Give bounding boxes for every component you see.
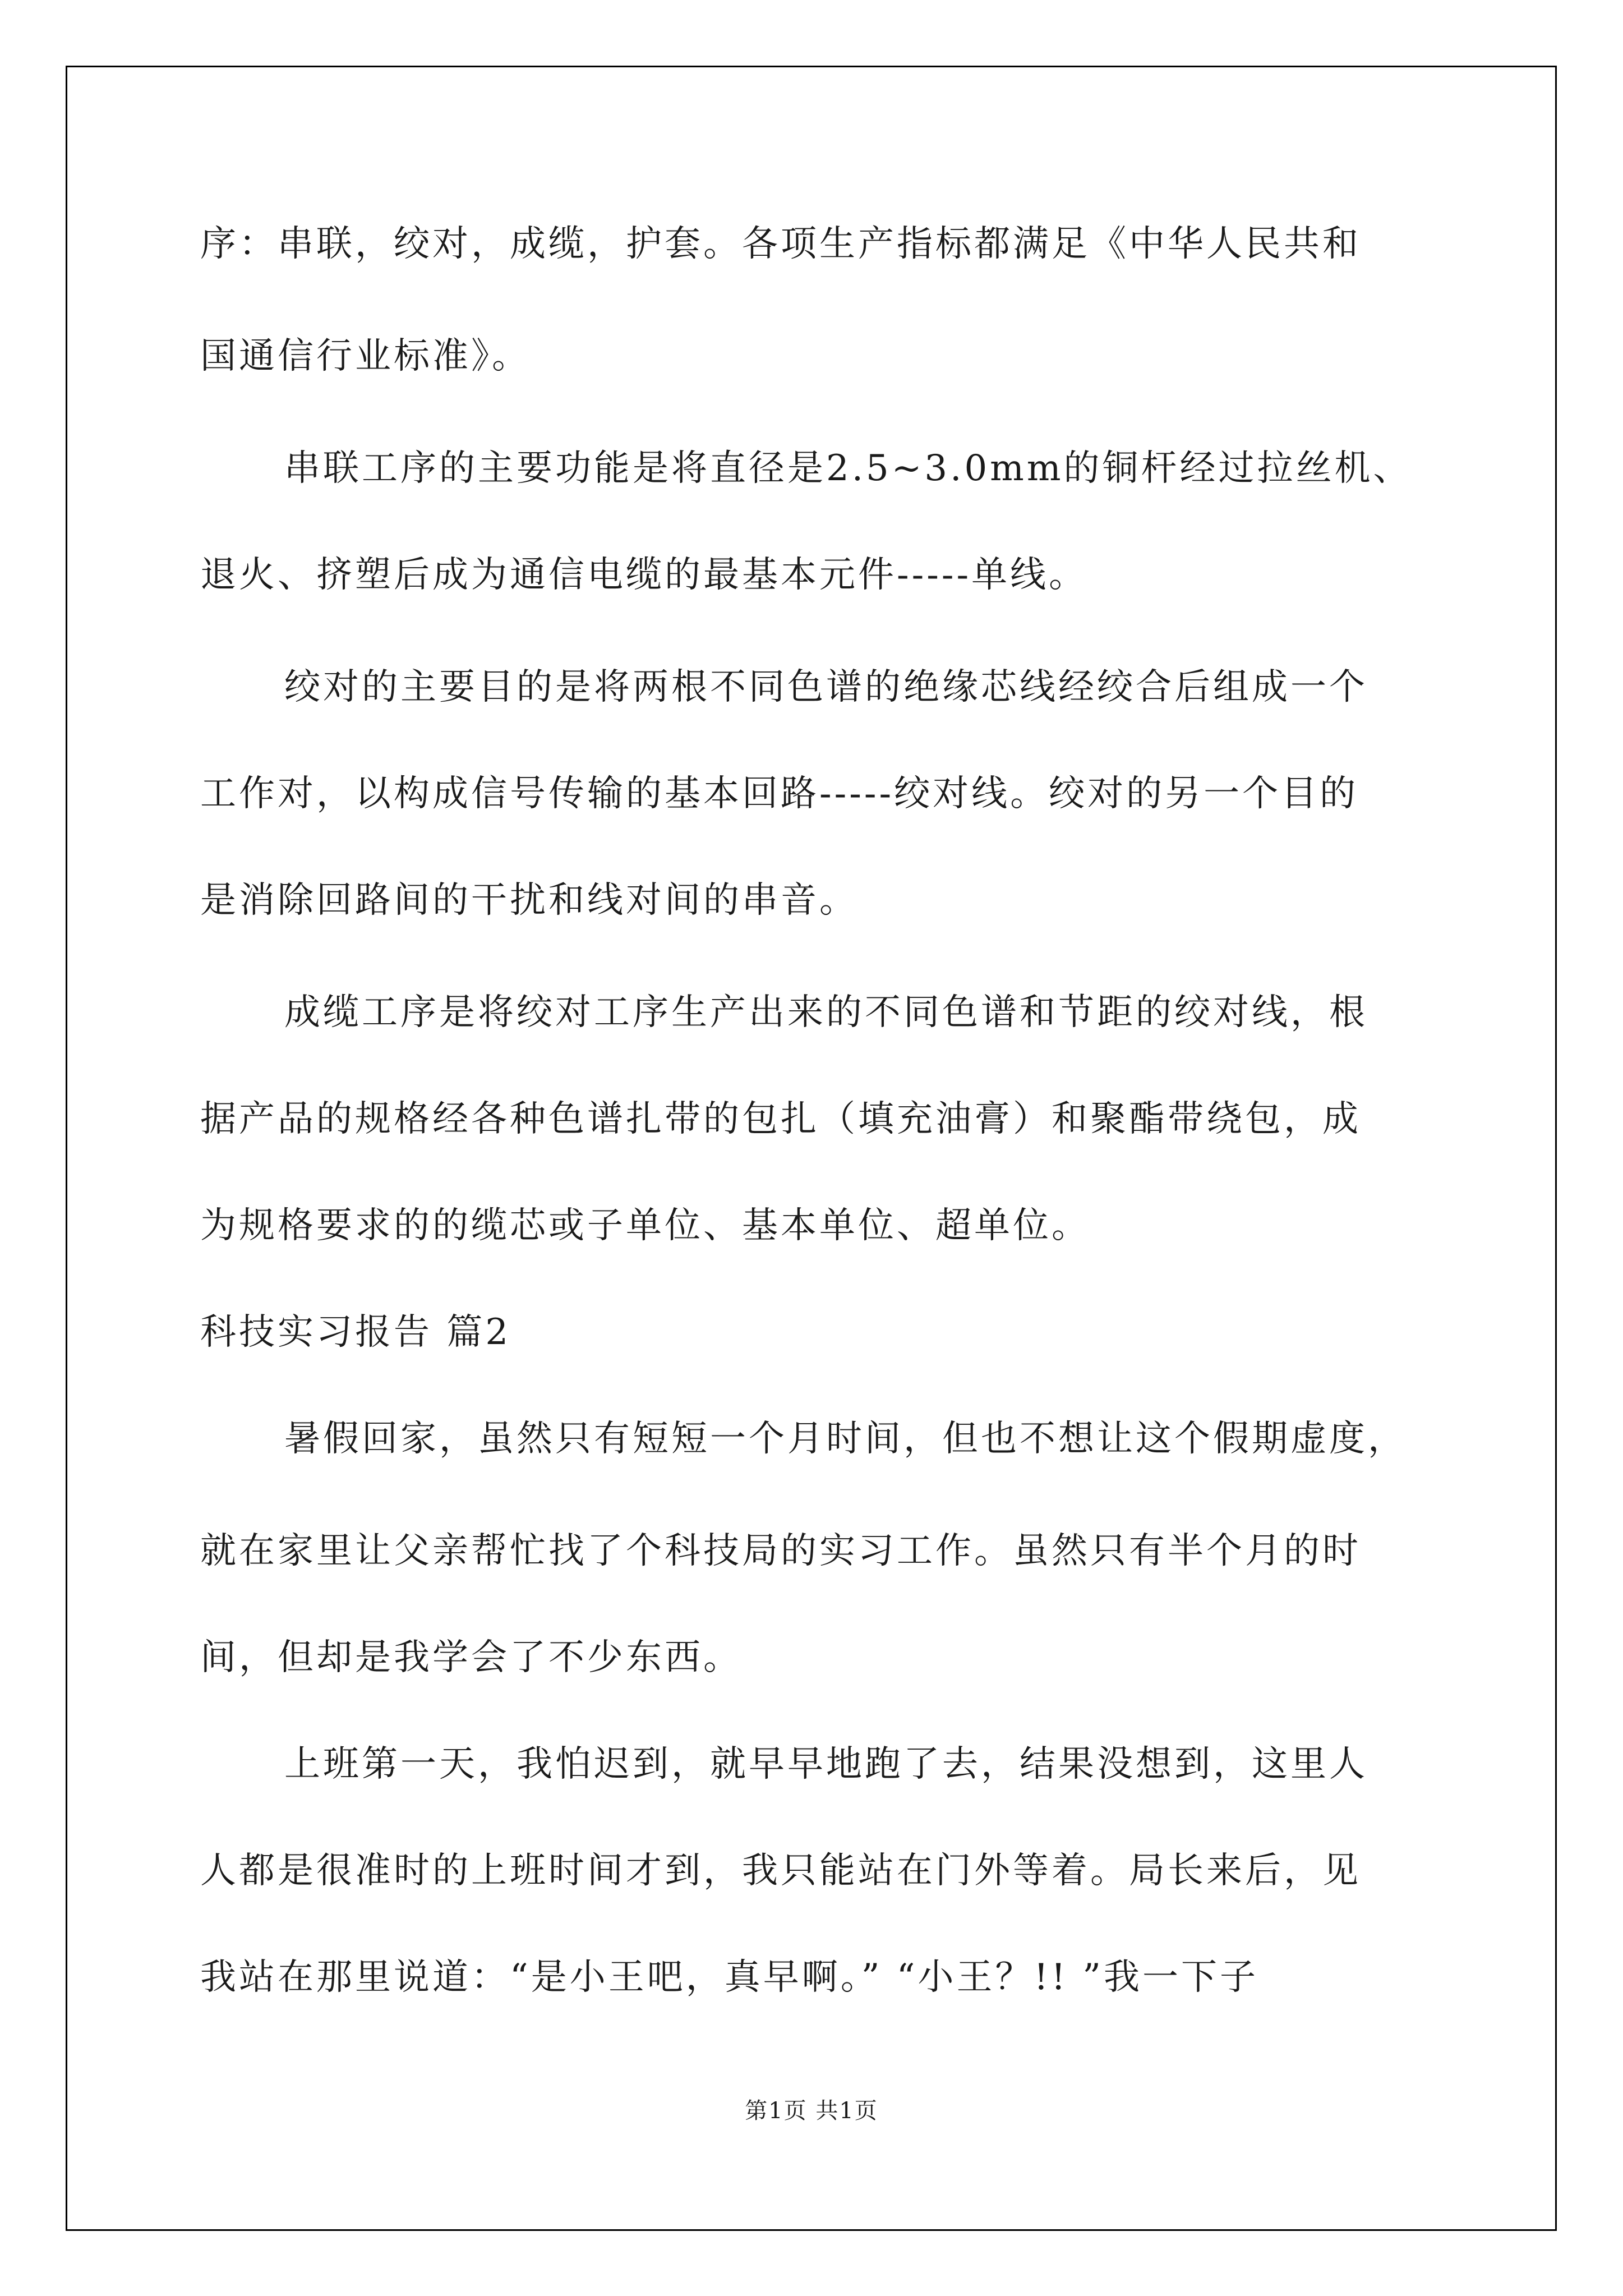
page-footer: 第1页 共1页 <box>745 2098 878 2124</box>
text-line: 序：串联，绞对，成缆，护套。各项生产指标都满足《中华人民共和 <box>200 223 1361 265</box>
text-line: 就在家里让父亲帮忙找了个科技局的实习工作。虽然只有半个月的时 <box>200 1530 1361 1572</box>
text-line: 绞对的主要目的是将两根不同色谱的绝缘芯线经绞合后组成一个 <box>284 666 1368 708</box>
text-line: 据产品的规格经各种色谱扎带的包扎（填充油膏）和聚酯带绕包，成 <box>200 1098 1361 1140</box>
text-line: 暑假回家，虽然只有短短一个月时间，但也不想让这个假期虚度， <box>284 1418 1407 1460</box>
text-line: 工作对，以构成信号传输的基本回路-----绞对线。绞对的另一个目的 <box>200 773 1359 815</box>
text-line: 为规格要求的的缆芯或子单位、基本单位、超单位。 <box>200 1205 1090 1246</box>
text-line: 是消除回路间的干扰和线对间的串音。 <box>200 880 858 921</box>
text-line: 成缆工序是将绞对工序生产出来的不同色谱和节距的绞对线，根 <box>284 992 1368 1033</box>
text-line: 退火、挤塑后成为通信电缆的最基本元件-----单线。 <box>200 554 1088 596</box>
text-line: 间，但却是我学会了不少东西。 <box>200 1637 742 1678</box>
text-line: 上班第一天，我怕迟到，就早早地跑了去，结果没想到，这里人 <box>284 1743 1368 1785</box>
section-heading: 科技实习报告 篇2 <box>200 1312 511 1353</box>
page-border <box>66 66 1557 2231</box>
text-line: 国通信行业标准》。 <box>200 335 531 377</box>
text-line: 人都是很准时的上班时间才到，我只能站在门外等着。局长来后，见 <box>200 1850 1361 1892</box>
text-line: 我站在那里说道：“是小王吧，真早啊。” “小王？!! ”我一下子 <box>200 1957 1258 1998</box>
text-line: 串联工序的主要功能是将直径是2.5~3.0mm的铜杆经过拉丝机、 <box>284 448 1412 489</box>
